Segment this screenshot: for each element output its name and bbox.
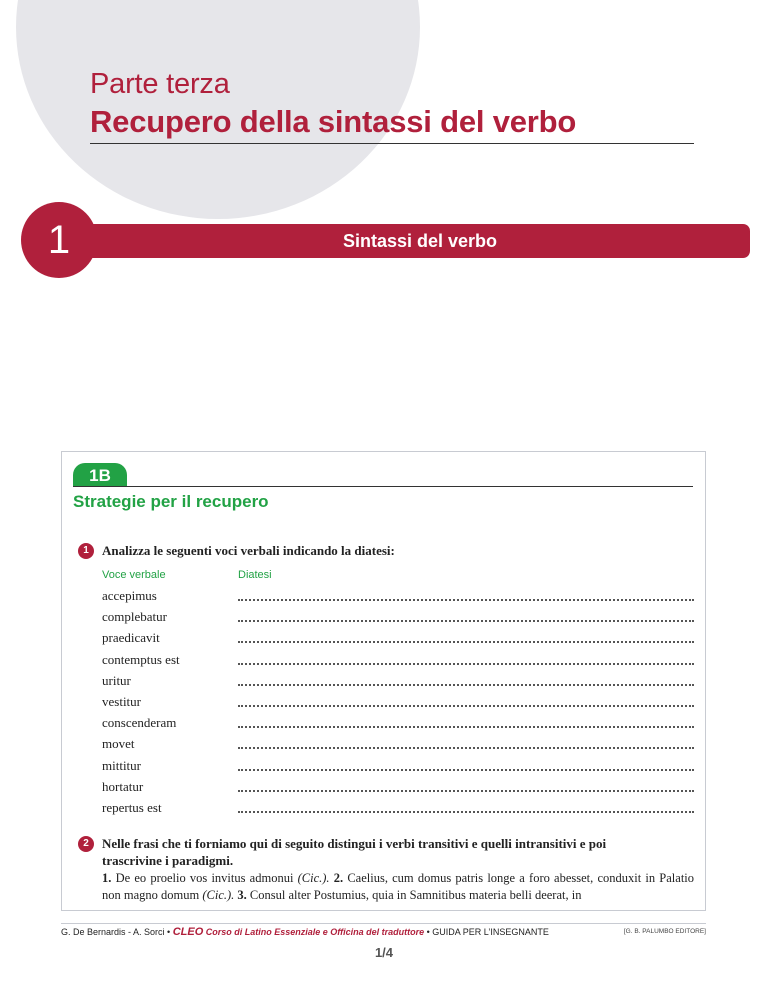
- verb-label: conscenderam: [102, 715, 177, 731]
- footer-cleo: CLEO: [172, 926, 204, 938]
- diatesi-answer-line[interactable]: [238, 769, 694, 771]
- exercise-2-instruction-line1: Nelle frasi che ti forniamo qui di seguito distingui i verbi transitivi e quelli intransitivi e poi: [102, 836, 607, 851]
- verb-label: contemptus est: [102, 651, 180, 667]
- verb-row: [102, 736, 694, 754]
- sentence-3-number: 3.: [237, 887, 247, 902]
- chapter-title: Sintassi del verbo: [342, 231, 498, 251]
- diatesi-answer-line[interactable]: [238, 663, 694, 665]
- footer-authors: G. De Bernardis - A. Sorci •: [61, 927, 173, 937]
- page-number: 1/4: [374, 945, 394, 960]
- sentence-2-number: 2.: [333, 871, 344, 885]
- diatesi-answer-line[interactable]: [238, 684, 694, 686]
- diatesi-answer-line[interactable]: [238, 705, 694, 707]
- part-label: Parte terza: [90, 68, 230, 100]
- footer-divider: [61, 923, 706, 924]
- verb-label: hortatur: [102, 778, 144, 794]
- verb-row: [102, 588, 694, 606]
- verb-row: [102, 609, 694, 627]
- sentence-2-text: Caelius, cum domus patris longe a foro abesset, conduxit in Palatio non magno domum: [102, 871, 695, 902]
- sentence-1-number: 1.: [102, 871, 112, 885]
- exercise-2-instruction-line2: trascrivine i paradigmi.: [102, 853, 234, 868]
- verb-label: movet: [102, 736, 135, 752]
- section-tab: 1B: [73, 463, 127, 487]
- chapter-number-badge: 1: [21, 202, 97, 278]
- diatesi-answer-line[interactable]: [238, 747, 694, 749]
- verb-label: uritur: [102, 672, 131, 688]
- footer-course: Corso di Latino Essenziale e Officina del traduttore: [203, 927, 425, 937]
- diatesi-answer-line[interactable]: [238, 620, 694, 622]
- verb-label: complebatur: [102, 609, 167, 625]
- verb-row: [102, 630, 694, 648]
- verb-label: mittitur: [102, 757, 141, 773]
- sentence-2-source: (Cic.).: [202, 887, 235, 902]
- section-divider: [73, 486, 693, 487]
- title-divider: [90, 143, 694, 144]
- verb-row: [102, 673, 694, 691]
- verb-row: [102, 715, 694, 733]
- exercise-2-sentences: [102, 870, 694, 903]
- verb-row: [102, 758, 694, 776]
- column-header-verb: Voce verbale: [102, 569, 166, 581]
- verb-label: accepimus: [102, 588, 157, 603]
- verb-label: vestitur: [102, 694, 141, 709]
- verb-row: [102, 694, 694, 712]
- diatesi-answer-line[interactable]: [238, 726, 694, 728]
- diatesi-answer-line[interactable]: [238, 599, 694, 601]
- sentence-1-source: (Cic.).: [297, 871, 330, 885]
- verb-label: praedicavit: [102, 630, 160, 646]
- diatesi-answer-line[interactable]: [238, 790, 694, 792]
- exercise-2-instruction: [102, 835, 694, 869]
- diatesi-answer-line[interactable]: [238, 641, 694, 643]
- column-header-diatesi: Diatesi: [238, 569, 272, 581]
- section-title: Strategie per il recupero: [73, 492, 269, 511]
- verb-row: [102, 779, 694, 797]
- verb-label: repertus est: [102, 800, 162, 815]
- footer-publisher: [G. B. PALUMBO EDITORE]: [623, 928, 706, 935]
- verb-row: [102, 800, 694, 818]
- footer-guide: • GUIDA PER L’INSEGNANTE: [424, 927, 549, 937]
- exercise-1-badge: 1: [78, 543, 94, 559]
- footer: [61, 926, 706, 938]
- diatesi-answer-line[interactable]: [238, 811, 694, 813]
- exercise-1-instruction: Analizza le seguenti voci verbali indicando la diatesi:: [102, 543, 395, 558]
- verb-row: [102, 652, 694, 670]
- sentence-3-text: Consul alter Postumius, quia in Samnitibus materia belli deerat, in: [246, 887, 582, 902]
- part-title: Recupero della sintassi del verbo: [90, 104, 577, 139]
- exercise-2-badge: 2: [78, 836, 94, 852]
- sentence-1-text: De eo proelio vos invitus admonui: [111, 871, 298, 885]
